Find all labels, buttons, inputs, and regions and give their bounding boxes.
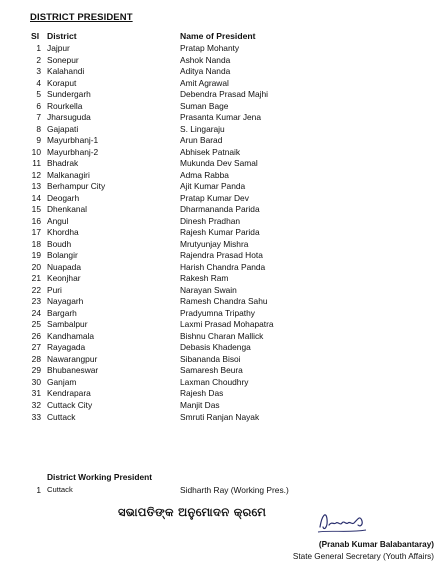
row-sl: 21	[31, 273, 41, 284]
row-president: Rajesh Kumar Parida	[180, 227, 260, 238]
row-president: Abhisek Patnaik	[180, 146, 241, 157]
row-sl: 1	[36, 485, 41, 495]
row-president: Pratap Kumar Dev	[180, 192, 249, 203]
table-row	[0, 124, 444, 136]
row-president: Sidharth Ray (Working Pres.)	[180, 485, 289, 495]
row-district: Sambalpur	[47, 319, 88, 330]
row-president: Ramesh Chandra Sahu	[180, 296, 268, 307]
table-row	[0, 135, 444, 147]
row-sl: 8	[36, 123, 41, 134]
table-row	[0, 227, 444, 239]
table-row	[0, 388, 444, 400]
table-row	[0, 285, 444, 297]
row-sl: 27	[31, 342, 41, 353]
row-president: Arun Barad	[180, 135, 223, 146]
row-district: Khordha	[47, 227, 79, 238]
row-district: Cuttack City	[47, 399, 93, 410]
table-row	[0, 147, 444, 159]
table-row	[0, 365, 444, 377]
row-district: Sonepur	[47, 54, 79, 65]
column-header-sl: Sl	[31, 31, 40, 41]
table-row	[0, 412, 444, 424]
row-president: Prasanta Kumar Jena	[180, 112, 262, 123]
row-district: Nuapada	[47, 261, 81, 272]
row-president: Bishnu Charan Mallick	[180, 330, 264, 341]
row-president: Samaresh Beura	[180, 365, 243, 376]
table-row	[0, 181, 444, 193]
table-row	[0, 377, 444, 389]
row-district: Kendrapara	[47, 388, 91, 399]
row-president: Suman Bage	[180, 100, 229, 111]
row-sl: 10	[31, 146, 41, 157]
table-row	[0, 216, 444, 228]
row-president: Sibananda Bisoi	[180, 353, 241, 364]
row-sl: 16	[31, 215, 41, 226]
table-row	[0, 66, 444, 78]
row-president: Rakesh Ram	[180, 273, 229, 284]
table-row	[0, 400, 444, 412]
row-president: Mrutyunjay Mishra	[180, 238, 249, 249]
row-president: Pratap Mohanty	[180, 43, 240, 53]
table-row	[0, 354, 444, 366]
row-sl: 30	[31, 376, 41, 387]
odia-approval-note: ସଭାପତିଙ୍କ ଅନୁମୋଦନ କ୍ରମେ	[118, 505, 267, 519]
row-president: Ashok Nanda	[180, 54, 231, 65]
row-district: Mayurbhanj-2	[47, 146, 99, 157]
row-president: Aditya Nanda	[180, 66, 231, 77]
row-district: Puri	[47, 284, 62, 295]
row-sl: 18	[31, 238, 41, 249]
row-sl: 33	[31, 411, 41, 422]
row-district: Nayagarh	[47, 296, 84, 307]
row-president: S. Lingaraju	[180, 123, 225, 134]
table-row	[0, 89, 444, 101]
row-district: Cuttack	[47, 485, 73, 494]
row-district: Rayagada	[47, 342, 86, 353]
row-sl: 7	[36, 112, 41, 123]
table-row	[0, 78, 444, 90]
table-row	[0, 262, 444, 274]
row-president: Narayan Swain	[180, 284, 237, 295]
row-president: Debendra Prasad Majhi	[180, 89, 268, 100]
row-president: Rajendra Prasad Hota	[180, 250, 263, 261]
row-district: Nawarangpur	[47, 353, 98, 364]
table-row	[0, 55, 444, 67]
table-row	[0, 112, 444, 124]
row-district: Malkanagiri	[47, 169, 90, 180]
table-row	[0, 158, 444, 170]
row-sl: 6	[36, 100, 41, 111]
signature-image	[314, 505, 378, 537]
row-sl: 28	[31, 353, 41, 364]
table-row	[0, 308, 444, 320]
column-header-president: Name of President	[180, 31, 256, 41]
row-district: Jharsuguda	[47, 112, 91, 123]
table-row	[0, 331, 444, 343]
signer-name: (Pranab Kumar Balabantaray)	[318, 540, 434, 549]
row-president: Laxman Choudhry	[180, 376, 249, 387]
row-district: Sundergarh	[47, 89, 91, 100]
row-district: Kalahandi	[47, 66, 85, 77]
row-sl: 32	[31, 399, 41, 410]
table-row	[0, 342, 444, 354]
row-sl: 19	[31, 250, 41, 261]
row-sl: 24	[31, 307, 41, 318]
row-district: Jajpur	[47, 43, 70, 53]
row-president: Ajit Kumar Panda	[180, 181, 246, 192]
row-district: Boudh	[47, 238, 72, 249]
row-district: Deogarh	[47, 192, 80, 203]
row-president: Harish Chandra Panda	[180, 261, 266, 272]
row-sl: 4	[36, 77, 41, 88]
row-president: Adma Rabba	[180, 169, 229, 180]
row-president: Smruti Ranjan Nayak	[180, 411, 260, 422]
row-district: Bhadrak	[47, 158, 79, 169]
row-sl: 5	[36, 89, 41, 100]
row-president: Laxmi Prasad Mohapatra	[180, 319, 274, 330]
working-president-row	[0, 484, 444, 496]
row-district: Cuttack	[47, 411, 76, 422]
row-president: Mukunda Dev Samal	[180, 158, 258, 169]
table-row	[0, 250, 444, 262]
table-row	[0, 43, 444, 55]
table-row	[0, 101, 444, 113]
row-sl: 15	[31, 204, 41, 215]
row-district: Kandhamala	[47, 330, 95, 341]
table-row	[0, 239, 444, 251]
row-sl: 3	[36, 66, 41, 77]
row-sl: 11	[32, 158, 41, 169]
table-row	[0, 296, 444, 308]
row-president: Rajesh Das	[180, 388, 224, 399]
row-district: Bolangir	[47, 250, 78, 261]
row-district: Gajapati	[47, 123, 79, 134]
row-sl: 1	[36, 43, 41, 53]
row-sl: 26	[31, 330, 41, 341]
row-sl: 13	[31, 181, 41, 192]
row-president: Dinesh Pradhan	[180, 215, 241, 226]
table-row	[0, 193, 444, 205]
president-list	[0, 43, 444, 423]
row-sl: 25	[31, 319, 41, 330]
row-sl: 23	[31, 296, 41, 307]
page-title: DISTRICT PRESIDENT	[30, 12, 133, 23]
row-district: Mayurbhanj-1	[47, 135, 99, 146]
signer-title: State General Secretary (Youth Affairs)	[292, 552, 434, 561]
row-district: Dhenkanal	[47, 204, 88, 215]
column-header-district: District	[47, 31, 77, 41]
row-sl: 9	[36, 135, 41, 146]
row-president: Manjit Das	[180, 399, 220, 410]
table-row	[0, 319, 444, 331]
table-row	[0, 273, 444, 285]
row-district: Bhubaneswar	[47, 365, 99, 376]
row-district: Ganjam	[47, 376, 77, 387]
row-president: Pradyumna Tripathy	[180, 307, 255, 318]
table-row	[0, 204, 444, 216]
row-sl: 2	[36, 54, 41, 65]
section-title-working-president: District Working President	[47, 472, 153, 482]
row-district: Keonjhar	[47, 273, 81, 284]
row-sl: 17	[31, 227, 41, 238]
row-district: Berhampur City	[47, 181, 106, 192]
row-president: Amit Agrawal	[180, 77, 229, 88]
row-president: Dharmananda Parida	[180, 204, 260, 215]
row-sl: 20	[31, 261, 41, 272]
row-president: Debasis Khadenga	[180, 342, 251, 353]
row-sl: 14	[31, 192, 41, 203]
row-district: Bargarh	[47, 307, 77, 318]
row-district: Koraput	[47, 77, 77, 88]
row-district: Angul	[47, 215, 69, 226]
row-sl: 22	[31, 284, 41, 295]
row-sl: 31	[31, 388, 41, 399]
row-sl: 29	[31, 365, 41, 376]
table-row	[0, 170, 444, 182]
row-sl: 12	[31, 169, 41, 180]
row-district: Rourkella	[47, 100, 83, 111]
